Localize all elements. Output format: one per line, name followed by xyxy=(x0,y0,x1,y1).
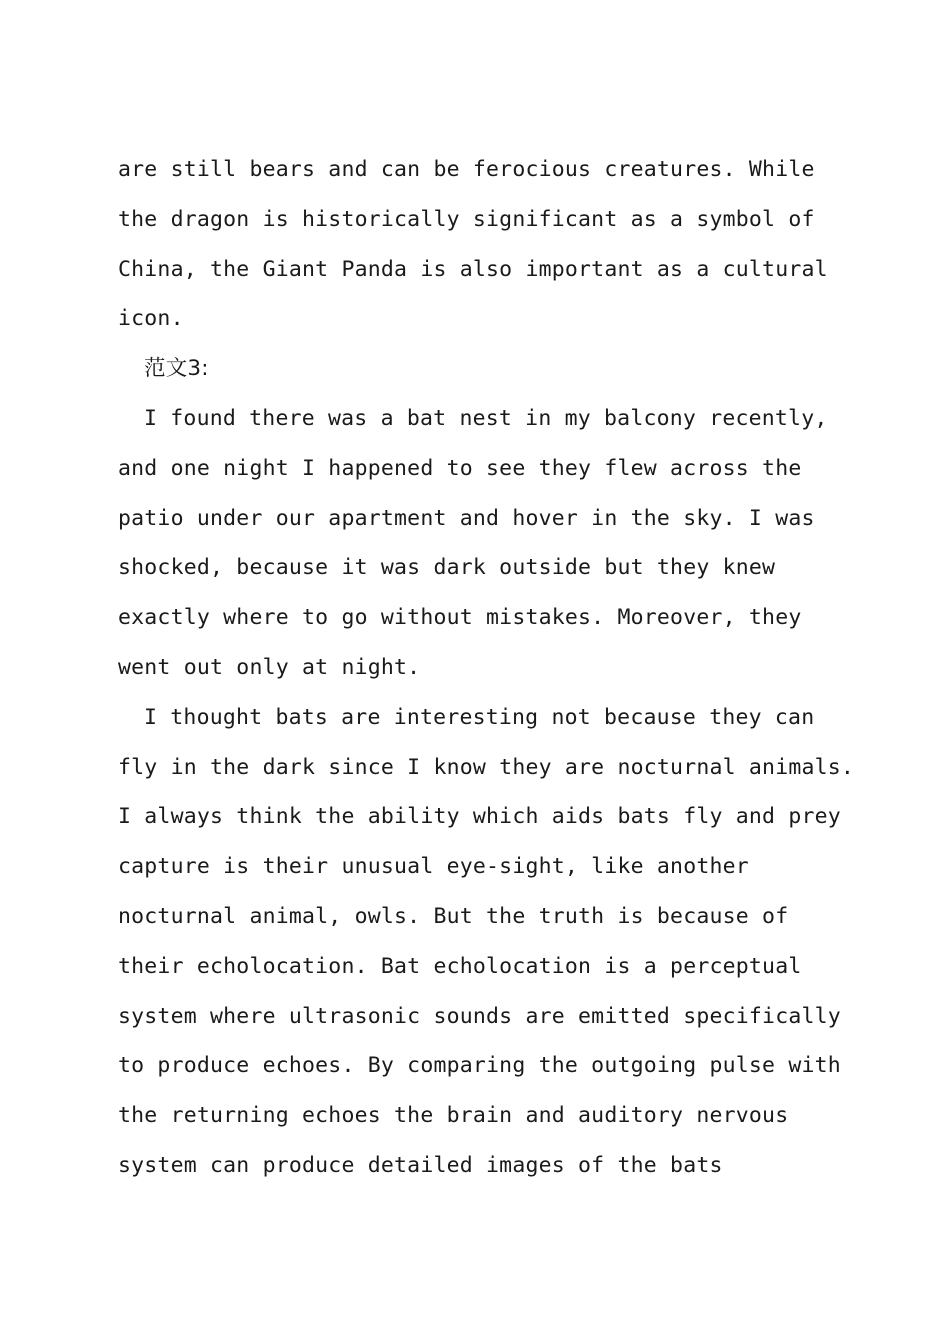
text-line: system can produce detailed images of the bats xyxy=(118,1152,723,1178)
text-line: and one night I happened to see they flew across the xyxy=(118,455,802,481)
paragraph-first-line: I thought bats are interesting not because they can xyxy=(144,704,815,730)
paragraph-first-line: I found there was a bat nest in my balcony recently, xyxy=(144,405,828,431)
text-line: went out only at night. xyxy=(118,654,421,680)
text-line: system where ultrasonic sounds are emitted specifically xyxy=(118,1003,841,1029)
text-line: their echolocation. Bat echolocation is a perceptual xyxy=(118,953,802,979)
text-line: patio under our apartment and hover in the sky. I was xyxy=(118,505,815,531)
text-line: fly in the dark since I know they are nocturnal animals. xyxy=(118,754,855,780)
text-line: exactly where to go without mistakes. Moreover, they xyxy=(118,605,802,631)
text-line: capture is their unusual eye-sight, like another xyxy=(118,854,749,880)
text-line: I always think the ability which aids bats fly and prey xyxy=(118,804,841,830)
section-heading: 范文3: xyxy=(144,356,209,382)
text-line: nocturnal animal, owls. But the truth is because of xyxy=(118,903,789,929)
text-line: the dragon is historically significant as a symbol of xyxy=(118,206,815,232)
document-body xyxy=(118,145,858,1191)
text-line: are still bears and can be ferocious creatures. While xyxy=(118,157,815,182)
text-line: icon. xyxy=(118,306,184,332)
text-line: shocked, because it was dark outside but they knew xyxy=(118,555,776,581)
text-line: to produce echoes. By comparing the outgoing pulse with xyxy=(118,1053,841,1079)
text-line: China, the Giant Panda is also important as a cultural xyxy=(118,256,828,282)
text-line: the returning echoes the brain and auditory nervous xyxy=(118,1103,789,1129)
